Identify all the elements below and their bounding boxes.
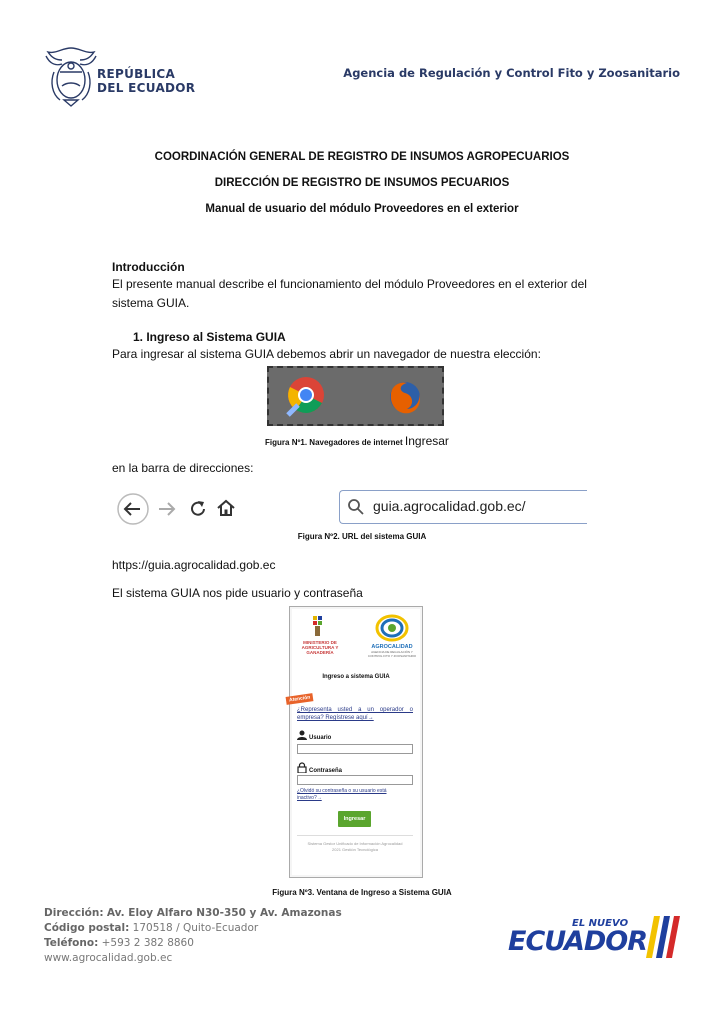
footer-phone <box>44 936 342 951</box>
brand-stripes-icon <box>644 914 680 960</box>
footer-postal <box>44 921 342 936</box>
address-bar-text: en la barra de direcciones: <box>112 461 254 475</box>
republic-line2: DEL ECUADOR <box>97 81 196 95</box>
operator-register-link[interactable]: ¿Representa usted a un operador o empresa? Regístrese aquí→ <box>297 707 413 721</box>
password-label: Contraseña <box>309 768 343 774</box>
footer-phone-label: Teléfono: <box>44 937 99 949</box>
agrocalidad-logo <box>375 614 409 642</box>
footer-address <box>44 906 342 921</box>
title-direction: DIRECCIÓN DE REGISTRO DE INSUMOS PECUARIOS <box>214 177 510 189</box>
intro-text: El presente manual describe el funcionamiento del módulo Proveedores en el exterior del sistema GUIA. <box>112 277 587 310</box>
republic-wordmark <box>97 67 195 95</box>
footer-contact <box>44 906 342 966</box>
agrocalidad-subtitle: AGENCIA DE REGULACIÓN Y CONTROL FITO Y ZOOSANITARIO <box>367 650 417 658</box>
user-input[interactable] <box>297 744 413 754</box>
user-icon <box>297 730 307 740</box>
figure2-caption: Figura Nº2. URL del sistema GUIA <box>297 532 427 541</box>
ecuador-brand-text: ECUADOR <box>508 926 648 957</box>
title-coordination: COORDINACIÓN GENERAL DE REGISTRO DE INSUMOS AGROPECUARIOS <box>154 151 570 163</box>
home-icon <box>215 497 237 519</box>
reload-icon <box>187 498 209 520</box>
figure1-caption <box>0 434 719 448</box>
back-arrow-icon <box>116 492 150 526</box>
login-title: Ingreso a sistema GUIA <box>322 674 390 680</box>
intro-heading: Introducción <box>112 260 185 274</box>
figure1-trailing-text: Ingresar <box>404 434 449 448</box>
ministry-logo <box>301 614 337 640</box>
ecuador-coat-of-arms-logo <box>42 42 100 108</box>
footer-postal-label: Código postal: <box>44 922 130 934</box>
ministry-name: MINISTERIO DE AGRICULTURA Y GANADERÍA <box>301 640 339 655</box>
user-label: Usuario <box>309 735 332 741</box>
el-nuevo-text: EL NUEVO <box>572 918 629 929</box>
section1-heading: 1. Ingreso al Sistema GUIA <box>133 330 286 344</box>
footer-postal-value: 170518 / Quito-Ecuador <box>132 922 259 934</box>
republic-line1: REPÚBLICA <box>97 67 176 81</box>
agency-name: Agencia de Regulación y Control Fito y Zoosanitario <box>343 66 680 80</box>
footer-address-value: Av. Eloy Alfaro N30-350 y Av. Amazonas <box>106 907 342 919</box>
url-bar-value: guia.agrocalidad.gob.ec/ <box>373 498 526 514</box>
password-input[interactable] <box>297 775 413 785</box>
footer-address-label: Dirección: <box>44 907 104 919</box>
forgot-password-link[interactable]: ¿Olvidó su contraseña o su usuario está inactivo?→ <box>297 788 387 801</box>
search-icon <box>347 498 365 516</box>
forward-arrow-icon <box>156 498 178 520</box>
login-footer <box>297 835 413 836</box>
figure3-caption: Figura Nº3. Ventana de Ingreso a Sistema GUIA <box>272 888 452 897</box>
firefox-icon <box>385 377 425 417</box>
login-footer-text: Sistema Gestor Unificado de Información Agrocalidad 2021 Gestión Tecnológica <box>307 841 403 852</box>
footer-phone-value: +593 2 382 8860 <box>101 937 194 949</box>
lock-icon <box>297 762 307 773</box>
chrome-icon <box>282 373 328 419</box>
agrocalidad-name: AGROCALIDAD <box>371 644 413 650</box>
section1-text: Para ingresar al sistema GUIA debemos abrir un navegador de nuestra elección: <box>112 347 541 361</box>
attention-badge: Atención <box>286 693 314 705</box>
title-manual: Manual de usuario del módulo Proveedores en el exterior <box>205 203 519 215</box>
url-plain-text: https://guia.agrocalidad.gob.ec <box>112 558 276 572</box>
login-intro-text: El sistema GUIA nos pide usuario y contraseña <box>112 586 363 600</box>
footer-web: www.agrocalidad.gob.ec <box>44 952 173 964</box>
submit-button[interactable]: Ingresar <box>338 811 371 827</box>
figure1-caption-text: Figura Nº1. Navegadores de internet <box>265 438 403 447</box>
